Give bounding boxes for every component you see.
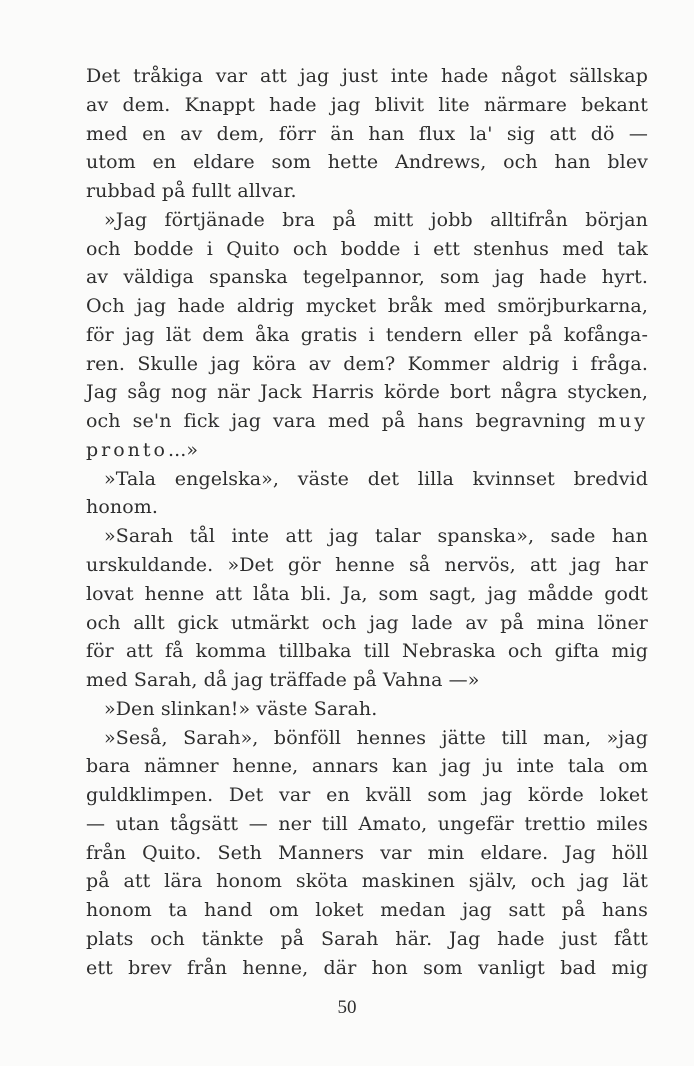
closing-quote: ...» <box>168 438 199 461</box>
text-line <box>86 436 648 465</box>
text-line: »Tala engelska», väste det lilla kvinnset bredvid <box>104 467 648 490</box>
text-line: »Sarah tål inte att jag talar spanska», sade han <box>104 525 648 548</box>
text-line: bara nämner henne, annars kan jag ju inte tala om <box>86 755 648 778</box>
text-line: plats och tänkte på Sarah här. Jag hade just fått <box>86 927 648 950</box>
text-line: Och jag hade aldrig mycket bråk med smörjburkarna, <box>86 295 648 318</box>
paragraph-5 <box>86 695 648 724</box>
text-line: — utan tågsätt — ner till Amato, ungefär trettio miles <box>86 812 648 835</box>
text-line: från Quito. Seth Manners var min eldare. Jag höll <box>86 841 648 864</box>
text-line: med en av dem, förr än han flux la' sig att dö — <box>86 122 648 145</box>
text-line: av väldiga spanska tegelpannor, som jag hade hyrt. <box>86 266 648 289</box>
text-line: ren. Skulle jag köra av dem? Kommer aldrig i fråga. <box>86 352 648 375</box>
text-line: ett brev från henne, där hon som vanligt bad mig <box>86 956 648 979</box>
text-line: »Den slinkan!» väste Sarah. <box>104 697 378 720</box>
text-line: av dem. Knappt hade jag blivit lite närmare bekant <box>86 93 648 116</box>
paragraph-3 <box>86 465 648 523</box>
text-line: lovat henne att låta bli. Ja, som sagt, jag mådde godt <box>86 582 648 605</box>
text-line: med Sarah, då jag träffade på Vahna —» <box>86 669 480 692</box>
text-line: rubbad på fullt allvar. <box>86 180 297 203</box>
paragraph-2 <box>86 206 648 465</box>
page-number: 50 <box>337 997 357 1018</box>
paragraph-4 <box>86 522 648 695</box>
text-line: Jag såg nog när Jack Harris körde bort några stycken, <box>86 381 648 404</box>
body-text <box>86 62 648 983</box>
text-line: honom ta hand om loket medan jag satt på hans <box>86 899 648 922</box>
text-line-part: och se'n fick jag vara med på hans begravning <box>86 410 586 433</box>
text-line: för att få komma tillbaka till Nebraska och gifta mig <box>86 640 648 663</box>
text-line: »Seså, Sarah», bönföll hennes jätte till man, »jag <box>104 726 648 749</box>
emphasis-muy: muy <box>598 410 648 433</box>
text-line: urskuldande. »Det gör henne så nervös, att jag har <box>86 554 648 577</box>
text-line: för jag lät dem åka gratis i tendern eller på kofånga- <box>86 323 648 346</box>
text-line: utom en eldare som hette Andrews, och han blev <box>86 151 648 174</box>
emphasis-pronto: pronto <box>86 438 168 461</box>
text-line: och bodde i Quito och bodde i ett stenhus med tak <box>86 237 648 260</box>
text-line <box>86 407 648 436</box>
text-line: »Jag förtjänade bra på mitt jobb alltifrån början <box>104 208 648 231</box>
text-line: honom. <box>86 496 159 519</box>
paragraph-1 <box>86 62 648 206</box>
text-line: Det tråkiga var att jag just inte hade något sällskap <box>86 65 648 87</box>
paragraph-6 <box>86 724 648 983</box>
text-line: på att lära honom sköta maskinen själv, och jag lät <box>86 870 648 893</box>
text-line: guldklimpen. Det var en kväll som jag körde loket <box>86 784 648 807</box>
text-line: och allt gick utmärkt och jag lade av på mina löner <box>86 611 648 634</box>
